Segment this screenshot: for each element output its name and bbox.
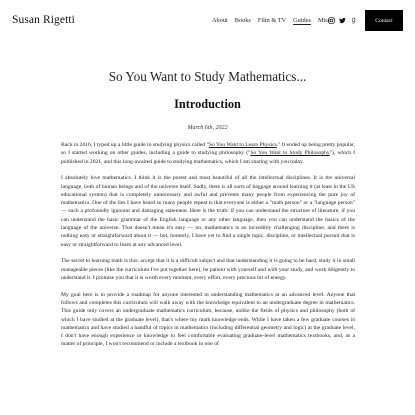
page-title: So You Want to Study Mathematics... — [108, 69, 307, 84]
site-header — [0, 0, 415, 44]
section-heading: Introduction — [174, 97, 241, 111]
nav-item-misc[interactable]: Misc — [317, 17, 331, 24]
paragraph-love-math: I absolutely love mathematics. I think it is the purest and most beautiful of all the intellectual disciplines. It is the universal language, both of human beings and of the universe itself. Sadly, there is all sorts of baggage around learning it (at least in the US educational system) that is completely unnecessary and awful and prevents many people from experiencing the pure joy of mathematics. One of the lies I have heard so many people repeat is that everyone is either a "math person" or a "language person" — such a profoundly ignorant and damaging statement. Here is the truth: if you can understand the structure of literature, if you can understand the basic grammar of the English language or any other language, then you can understand the basics of the language of the universe. That doesn't mean it's easy — no, mathematics is an incredibly challenging discipline, and there is nothing easy or straightforward about it — but, honestly, I have yet to find a single topic, discipline, or intellectual pursuit that is easy or straightforward to learn at any advanced level. — [61, 175, 356, 248]
nav-item-film-tv[interactable]: Film & TV — [257, 17, 287, 24]
main-nav — [212, 17, 331, 24]
instagram-icon[interactable] — [328, 17, 335, 24]
site-title[interactable]: Susan Rigetti — [12, 14, 75, 26]
contact-button[interactable]: Contact — [365, 10, 403, 31]
link-learn-physics[interactable]: So You Want to Learn Physics — [208, 142, 277, 148]
paragraph-intro: Back in 2016, I typed up a little guide to studying physics called "So You Want to Learn Physics." It ended up being pretty popular, so I started working on other guides, including a guide to studying philosophy ("So You Want to Study Philosophy"), which I published in 2021, and this long-awaited guide to studying mathematics, which I am sharing with you today. — [61, 142, 355, 165]
paragraph-goal: My goal here is to provide a roadmap for anyone interested in understanding mathematics at an advanced level. Anyone that follows and completes this curriculum will walk away with the knowledge equivalent to an undergraduate degree in mathematics. This guide only covers an undergraduate mathematics curriculum, because, unlike the fields of physics and philosophy (both of which I have studied at the graduate level), that's where my math knowledge ends. While I have taken a few graduate courses in mathematics and have studied a handful of topics in mathematics (including differential geometry and logic) at the graduate level, I don't have enough experience or knowledge to feel comfortable evaluating graduate-level mathematics textbooks, and, as a matter of principle, I won't recommend or include a textbook in one of — [61, 291, 355, 348]
nav-item-about[interactable]: About — [212, 17, 228, 24]
twitter-icon[interactable] — [339, 17, 346, 24]
nav-item-guides[interactable]: Guides — [293, 17, 311, 24]
social-links — [328, 17, 357, 24]
article-body — [61, 141, 355, 357]
nav-item-books[interactable]: Books — [234, 17, 251, 24]
paragraph-secret: The secret to learning math is this: accept that it is a difficult subject and that understanding it is going to be hard, study it in small manageable pieces (like the curriculum I've put together here), be patient with yourself and with your study, and work diligently to understand it. I promise you that it is worth every moment, every effort, every precious bit of energy. — [61, 258, 355, 281]
publish-date: March 6th, 2022 — [187, 125, 228, 131]
link-study-philosophy[interactable]: So You Want to Study Philosophy — [250, 150, 330, 157]
goodreads-icon[interactable] — [350, 17, 357, 24]
